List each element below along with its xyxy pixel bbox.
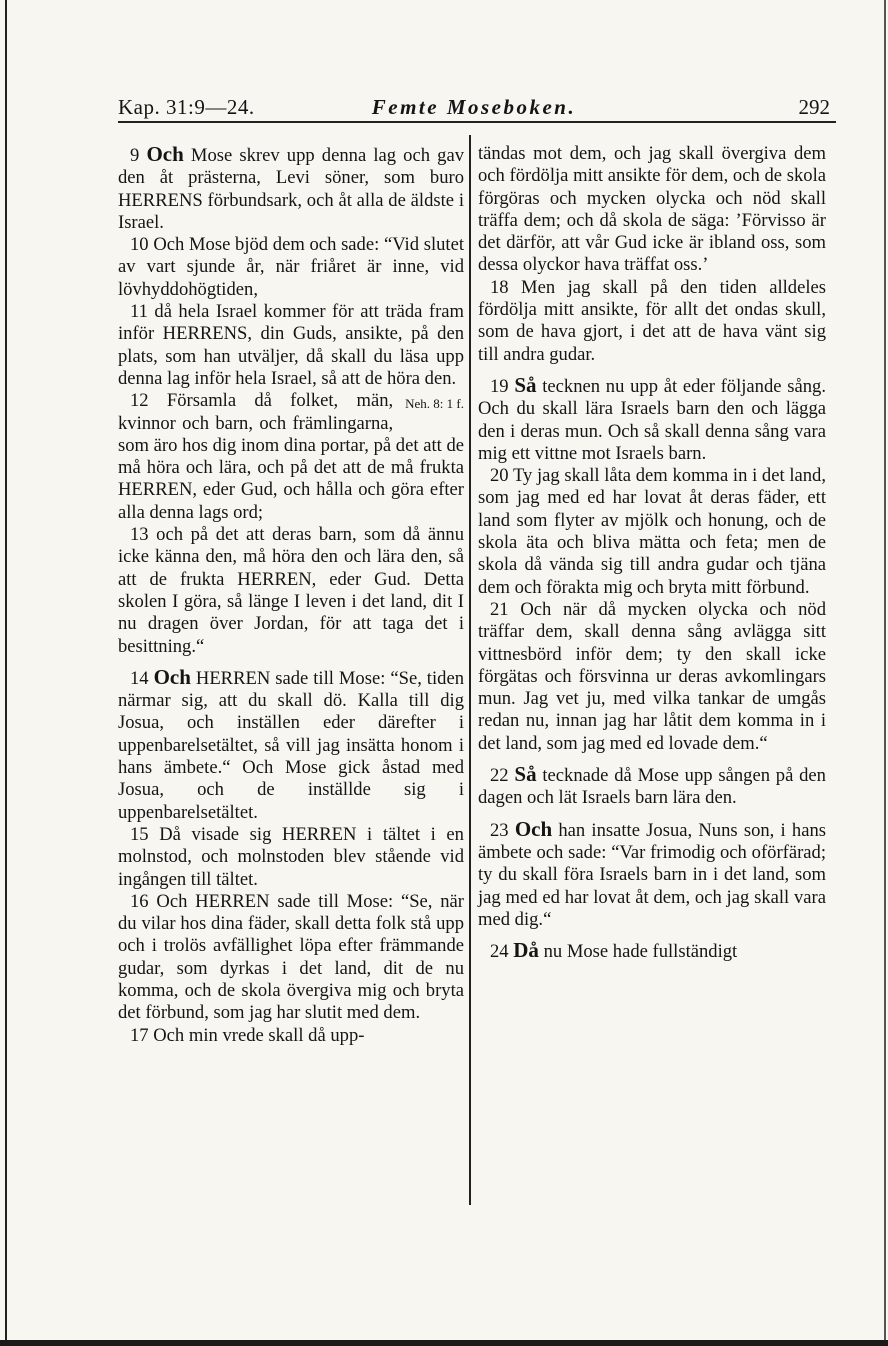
book-title: Femte Moseboken. — [371, 95, 577, 119]
verse-text: och på det att deras barn, som då ännu icke känna den, må höra den och lära den, så att de frukta HERREN, eder Gud. Detta skolen I göra, så länge I leven i det land, dit I nu dragen över Jordan, för att taga det i besittning.“ — [118, 524, 464, 657]
verse-number: 23 — [490, 819, 509, 841]
verse-17-start — [118, 1025, 464, 1047]
verse-number: 9 — [130, 145, 140, 166]
verse-text: Då visade sig HERREN i tältet i en molnstod, och molnstoden blev stående vid ingången till tältet. — [118, 823, 464, 890]
verse-21 — [478, 599, 826, 755]
verse-9 — [118, 143, 464, 234]
cross-reference: Neh. 8: 1 f. — [405, 396, 464, 412]
verse-number: 19 — [490, 375, 509, 397]
verse-16 — [118, 891, 464, 1025]
page-edge-bottom — [0, 1340, 888, 1346]
verse-number: 10 — [130, 234, 149, 256]
verse-text: tecknen nu upp åt eder följande sång. Och du skall lära Israels barn den och lägga den i deras mun. Och så skall denna sång vara mig ett vittne mot Israels barn. — [478, 375, 826, 464]
verse-text: tecknade då Mose upp sången på den dagen och lät Israels barn lära den. — [478, 765, 826, 809]
verse-text: Men jag skall på den tiden alldeles fördölja mitt ansikte, för allt det ondas skull, som de hava gjort, i det att de hava vänt sig till andra gudar. — [478, 276, 826, 365]
verse-number: 17 — [130, 1024, 149, 1046]
verse-lead-word: Och — [514, 816, 553, 841]
verse-number: 12 — [130, 390, 149, 412]
verse-lead-word: Så — [514, 372, 537, 397]
verse-17-continued — [478, 143, 826, 277]
verse-number: 11 — [130, 301, 148, 323]
verse-number: 22 — [490, 765, 509, 787]
verse-number: 14 — [130, 667, 149, 689]
verse-text: Och när då mycken olycka och nöd träffar dem, skall denna sång avlägga sitt vittnesbörd inför dem; ty den skall icke förgätas och försvinna ur deras avkomlingars mun. Jag vet ju, med vilka tankar de umgås redan nu, innan jag har låtit dem komma in i det land, som jag med ed lovade dem.“ — [478, 598, 826, 754]
verse-lead-word: Så — [514, 762, 537, 787]
verse-text: HERREN sade till Mose: “Se, tiden närmar sig, att du skall dö. Kalla till dig Josua, och inställen eder därefter i uppenbarelsetältet, så vill jag insätta honom i hans ämbete.“ Och Mose gick åstad med Josua, och de inställde sig i uppenbarelsetältet. — [118, 667, 464, 823]
verse-text: Församla då folket, män, kvinnor och barn, och främlingarna, som äro hos dig inom dina portar, på det att de må höra och lära, och på det att de må frukta HERREN, eder Gud, och hålla och göra efter alla denna lags ord; — [118, 390, 464, 523]
chapter-reference: Kap. 31:9—24. — [118, 95, 255, 119]
verse-14 — [118, 666, 464, 824]
verse-18 — [478, 277, 826, 366]
verse-19 — [478, 374, 826, 465]
verse-text: Och Mose bjöd dem och sade: “Vid slutet av vart sjunde år, när friåret är inne, vid lövhyddohögtiden, — [118, 234, 465, 300]
verse-13 — [118, 524, 464, 658]
verse-number: 18 — [490, 276, 509, 298]
verse-text: då hela Israel kommer för att träda fram inför HERRENS, din Guds, ansikte, på den plats, som han utväljer, då skall du läsa upp denna lag inför hela Israel, så att de höra den. — [118, 301, 464, 389]
verse-text: han insatte Josua, Nuns son, i hans ämbete och sade: “Var frimodig och oförfärad; ty du skall föra Israels barn in i det land, som jag med ed har lovat åt dem, och jag skall vara med dig.“ — [478, 819, 826, 930]
right-column — [478, 143, 826, 963]
verse-number: 15 — [130, 823, 149, 845]
verse-text: Och min vrede skall då upp- — [153, 1024, 365, 1046]
verse-number: 24 — [490, 941, 509, 963]
verse-15 — [118, 824, 464, 891]
verse-number: 13 — [130, 524, 149, 546]
verse-number: 20 — [490, 465, 509, 487]
verse-number: 21 — [490, 598, 509, 620]
verse-text: tändas mot dem, och jag skall övergiva dem och fördölja mitt ansikte för dem, och de skola förgöras och mycken olycka och nöd skall träffa dem; och då skola de säga: ’Förvisso är det därför, att vår Gud icke är ibland oss, som dessa olyckor hava träffat oss.’ — [478, 143, 826, 276]
column-divider — [469, 135, 471, 1205]
verse-20 — [478, 465, 826, 599]
verse-lead-word: Då — [513, 938, 539, 963]
verse-text: nu Mose hade fullständigt — [538, 941, 738, 963]
verse-text: Ty jag skall låta dem komma in i det land, som jag med ed har lovat åt deras fäder, ett land som flyter av mjölk och honung, och de skola äta och bliva mätta och feta; men de skola då vända sig till andra gudar och tjäna dem och förakta mig och bryta mitt förbund. — [478, 465, 826, 598]
running-header — [118, 95, 830, 131]
verse-10 — [118, 234, 464, 301]
verse-22 — [478, 763, 826, 810]
verse-23 — [478, 818, 826, 931]
left-column — [118, 143, 464, 1047]
verse-lead-word: Och — [153, 664, 191, 689]
verse-text: Mose skrev upp denna lag och gav den åt prästerna, Levi söner, som buro HERRENS förbundsark, och åt alla de äldste i Israel. — [118, 145, 464, 233]
verse-number: 16 — [130, 890, 149, 912]
page-number: 292 — [798, 95, 830, 119]
verse-lead-word: Och — [146, 142, 184, 166]
verse-24 — [478, 939, 826, 963]
page-edge-left — [5, 0, 7, 1346]
page-edge-right — [884, 0, 886, 1346]
header-rule — [118, 121, 836, 123]
verse-text: Och HERREN sade till Mose: “Se, när du vilar hos dina fäder, skall detta folk stå upp och i trolös avfällighet löpa efter främmande gudar, som dyrkas i det land, dit de nu komma, och de skola övergiva mig och bryta det förbund, som jag har slutit med dem. — [118, 890, 464, 1024]
